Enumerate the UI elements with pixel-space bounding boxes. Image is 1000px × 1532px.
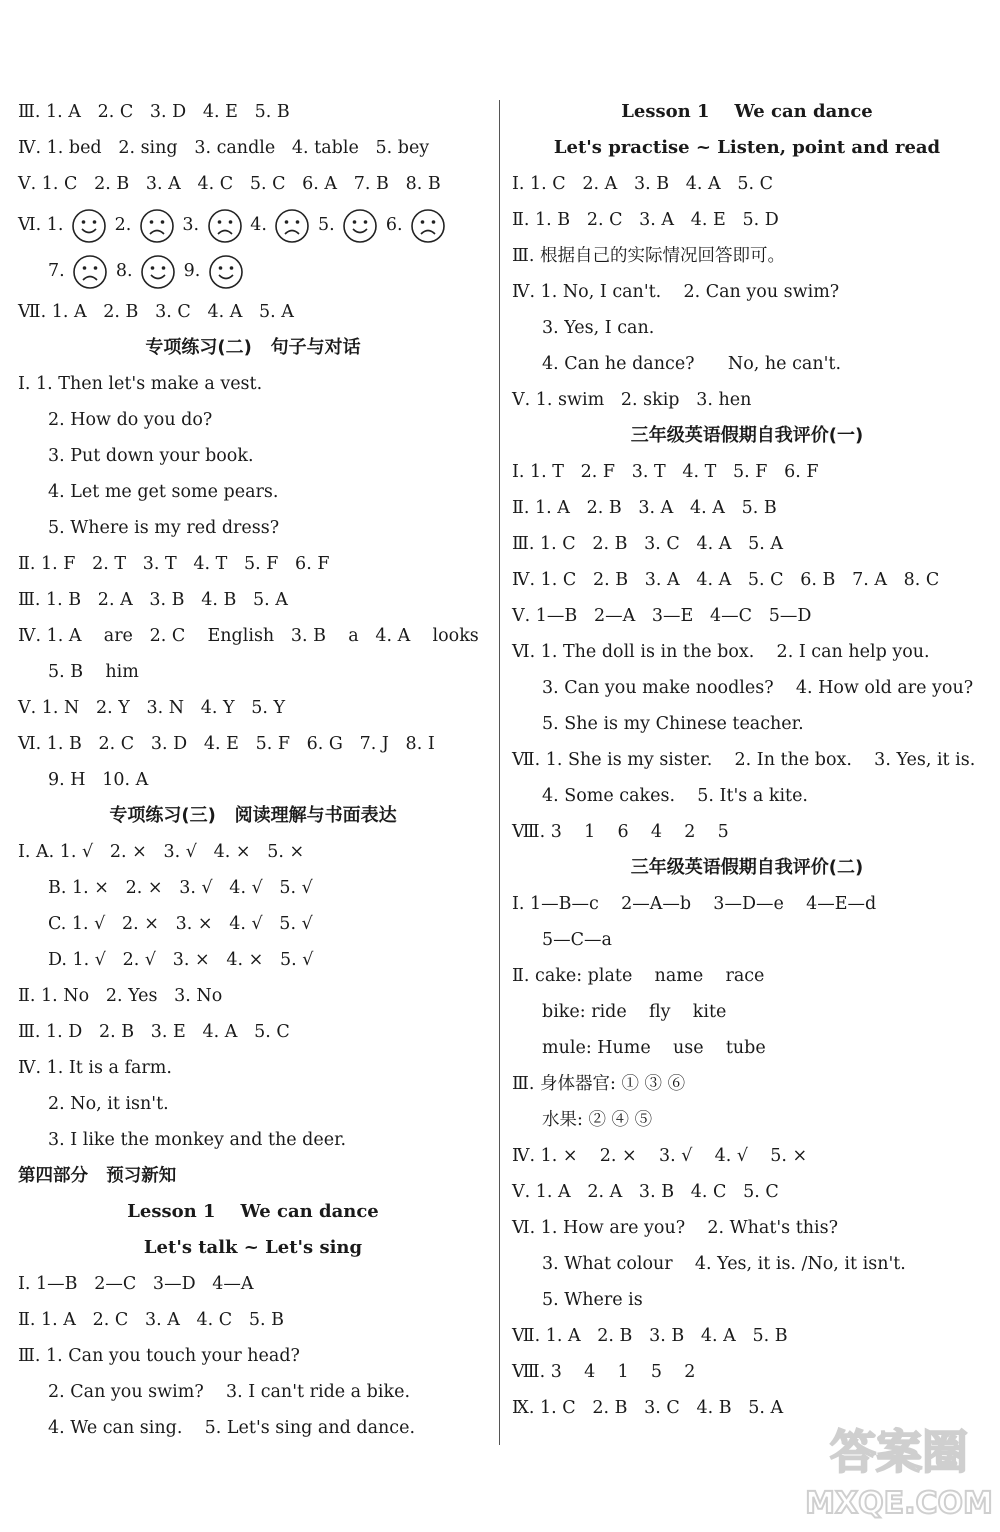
answer-line: 4. Let me get some pears.	[48, 482, 279, 502]
answer-line: Ⅰ. 1—B 2—C 3—D 4—A	[18, 1274, 254, 1294]
answer-line: Ⅰ. 1. Then let's make a vest.	[18, 374, 263, 394]
answer-line: Ⅱ. 1. B 2. C 3. A 4. E 5. D	[512, 210, 779, 230]
answer-line: Ⅳ. 1. bed 2. sing 3. candle 4. table 5. bey	[18, 138, 430, 158]
face-label: 2.	[109, 215, 137, 235]
answer-line: Ⅰ. 1—B—c 2—A—b 3—D—e 4—E—d	[512, 894, 877, 914]
answer-line: Ⅴ. 1. A 2. A 3. B 4. C 5. C	[512, 1182, 779, 1202]
answer-line: Ⅲ. 1. D 2. B 3. E 4. A 5. C	[18, 1022, 290, 1042]
face-label: 7.	[48, 261, 71, 281]
answer-line: mule: Hume use tube	[542, 1038, 766, 1058]
watermark-url: MXQE.COM	[805, 1486, 993, 1521]
answer-line: 5—C—a	[542, 930, 612, 950]
section-heading: 三年级英语假期自我评价(一)	[630, 425, 864, 446]
answer-line: 3. What colour 4. Yes, it is. /No, it isn't.	[542, 1254, 906, 1274]
answer-line-faces	[18, 202, 488, 248]
answer-line: Ⅳ. 1. × 2. × 3. √ 4. √ 5. ×	[512, 1146, 808, 1166]
watermark-logo	[804, 1408, 994, 1528]
answer-line: Ⅵ. 1. How are you? 2. What's this?	[512, 1218, 838, 1238]
smiley-face-icon	[71, 208, 107, 244]
smiley-face-icon	[208, 254, 244, 290]
answer-line: Ⅶ. 1. A 2. B 3. C 4. A 5. A	[18, 302, 294, 322]
face-label: Ⅵ. 1.	[18, 215, 69, 235]
answer-line: 4. Some cakes. 5. It's a kite.	[542, 786, 808, 806]
answer-line: Ⅷ. 3 4 1 5 2	[512, 1362, 696, 1382]
answer-line: Ⅳ. 1. No, I can't. 2. Can you swim?	[512, 282, 840, 302]
answer-line: Ⅴ. 1. C 2. B 3. A 4. C 5. C 6. A 7. B 8. B	[18, 174, 441, 194]
section-heading: 三年级英语假期自我评价(二)	[630, 857, 864, 878]
answer-line: Ⅲ. 身体器官: ① ③ ⑥	[512, 1074, 686, 1094]
answer-line: Ⅰ. 1. C 2. A 3. B 4. A 5. C	[512, 174, 774, 194]
answer-line: Ⅵ. 1. The doll is in the box. 2. I can help you.	[512, 642, 930, 662]
answer-line: Ⅶ. 1. She is my sister. 2. In the box. 3. Yes, it is.	[512, 750, 976, 770]
left-column	[18, 94, 488, 1446]
answer-line: 水果: ② ④ ⑤	[542, 1110, 653, 1130]
answer-line: Ⅲ. 1. B 2. A 3. B 4. B 5. A	[18, 590, 288, 610]
answer-line: Ⅳ. 1. A are 2. C English 3. B a 4. A looks	[18, 626, 479, 646]
smiley-face-icon	[342, 208, 378, 244]
answer-line: Ⅳ. 1. It is a farm.	[18, 1058, 172, 1078]
answer-line: 3. I like the monkey and the deer.	[48, 1130, 347, 1150]
sad-face-icon	[72, 254, 108, 290]
answer-line: Ⅳ. 1. C 2. B 3. A 4. A 5. C 6. B 7. A 8. C	[512, 570, 940, 590]
answer-line: Ⅲ. 1. A 2. C 3. D 4. E 5. B	[18, 102, 290, 122]
answer-line: C. 1. √ 2. × 3. × 4. √ 5. √	[48, 914, 313, 934]
answer-line: Ⅷ. 3 1 6 4 2 5	[512, 822, 729, 842]
face-label: 6.	[380, 215, 409, 235]
answer-line: 4. Can he dance? No, he can't.	[542, 354, 842, 374]
answer-line: Ⅴ. 1. swim 2. skip 3. hen	[512, 390, 752, 410]
column-divider	[499, 100, 500, 1445]
answer-line: Ⅱ. cake: plate name race	[512, 966, 765, 986]
answer-line: bike: ride fly kite	[542, 1002, 727, 1022]
answer-line: Ⅰ. 1. T 2. F 3. T 4. T 5. F 6. F	[512, 462, 819, 482]
section-heading: Let's talk ~ Let's sing	[143, 1237, 363, 1258]
face-label: 9.	[178, 261, 206, 281]
answer-line-faces	[18, 248, 488, 294]
answer-line: Ⅲ. 1. C 2. B 3. C 4. A 5. A	[512, 534, 783, 554]
smiley-face-icon	[140, 254, 176, 290]
face-label: 3.	[176, 215, 205, 235]
answer-line: Ⅱ. 1. A 2. C 3. A 4. C 5. B	[18, 1310, 284, 1330]
answer-line: 4. We can sing. 5. Let's sing and dance.	[48, 1418, 416, 1438]
answer-line: 3. Put down your book.	[48, 446, 254, 466]
part-heading: 第四部分 预习新知	[18, 1166, 177, 1186]
answer-line: 3. Can you make noodles? 4. How old are you?	[542, 678, 974, 698]
answer-line: Ⅱ. 1. A 2. B 3. A 4. A 5. B	[512, 498, 777, 518]
answer-line: D. 1. √ 2. √ 3. × 4. × 5. √	[48, 950, 314, 970]
answer-line: 5. Where is my red dress?	[48, 518, 280, 538]
answer-line: Ⅱ. 1. No 2. Yes 3. No	[18, 986, 223, 1006]
answer-line: 9. H 10. A	[48, 770, 149, 790]
answer-line: 2. How do you do?	[48, 410, 213, 430]
face-label: 5.	[312, 215, 341, 235]
answer-line: 5. B him	[48, 662, 139, 682]
answer-line: Ⅴ. 1. N 2. Y 3. N 4. Y 5. Y	[18, 698, 286, 718]
right-column	[512, 94, 982, 1426]
sad-face-icon	[410, 208, 446, 244]
answer-line: Ⅸ. 1. C 2. B 3. C 4. B 5. A	[512, 1398, 784, 1418]
answer-line: Ⅱ. 1. F 2. T 3. T 4. T 5. F 6. F	[18, 554, 330, 574]
watermark-title: 答案圈	[830, 1425, 968, 1479]
section-heading: Let's practise ~ Listen, point and read	[553, 137, 941, 158]
section-heading: Lesson 1 We can dance	[621, 101, 873, 122]
answer-line: 5. Where is	[542, 1290, 643, 1310]
sad-face-icon	[274, 208, 310, 244]
answer-line: 2. No, it isn't.	[48, 1094, 169, 1114]
answer-line: Ⅶ. 1. A 2. B 3. B 4. A 5. B	[512, 1326, 788, 1346]
answer-line: Ⅲ. 1. Can you touch your head?	[18, 1346, 300, 1366]
face-label: 4.	[244, 215, 273, 235]
face-label: 8.	[110, 261, 139, 281]
sad-face-icon	[139, 208, 175, 244]
sad-face-icon	[207, 208, 243, 244]
section-heading: 专项练习(三) 阅读理解与书面表达	[109, 805, 397, 826]
answer-line: Ⅰ. A. 1. √ 2. × 3. √ 4. × 5. ×	[18, 842, 305, 862]
answer-line: 2. Can you swim? 3. I can't ride a bike.	[48, 1382, 411, 1402]
answer-line: Ⅲ. 根据自己的实际情况回答即可。	[512, 246, 786, 266]
answer-line: Ⅵ. 1. B 2. C 3. D 4. E 5. F 6. G 7. J 8. I	[18, 734, 435, 754]
answer-line: Ⅴ. 1—B 2—A 3—E 4—C 5—D	[512, 606, 812, 626]
section-heading: Lesson 1 We can dance	[127, 1201, 379, 1222]
section-heading: 专项练习(二) 句子与对话	[145, 337, 361, 358]
answer-line: 3. Yes, I can.	[542, 318, 655, 338]
answer-line: B. 1. × 2. × 3. √ 4. √ 5. √	[48, 878, 313, 898]
answer-line: 5. She is my Chinese teacher.	[542, 714, 804, 734]
